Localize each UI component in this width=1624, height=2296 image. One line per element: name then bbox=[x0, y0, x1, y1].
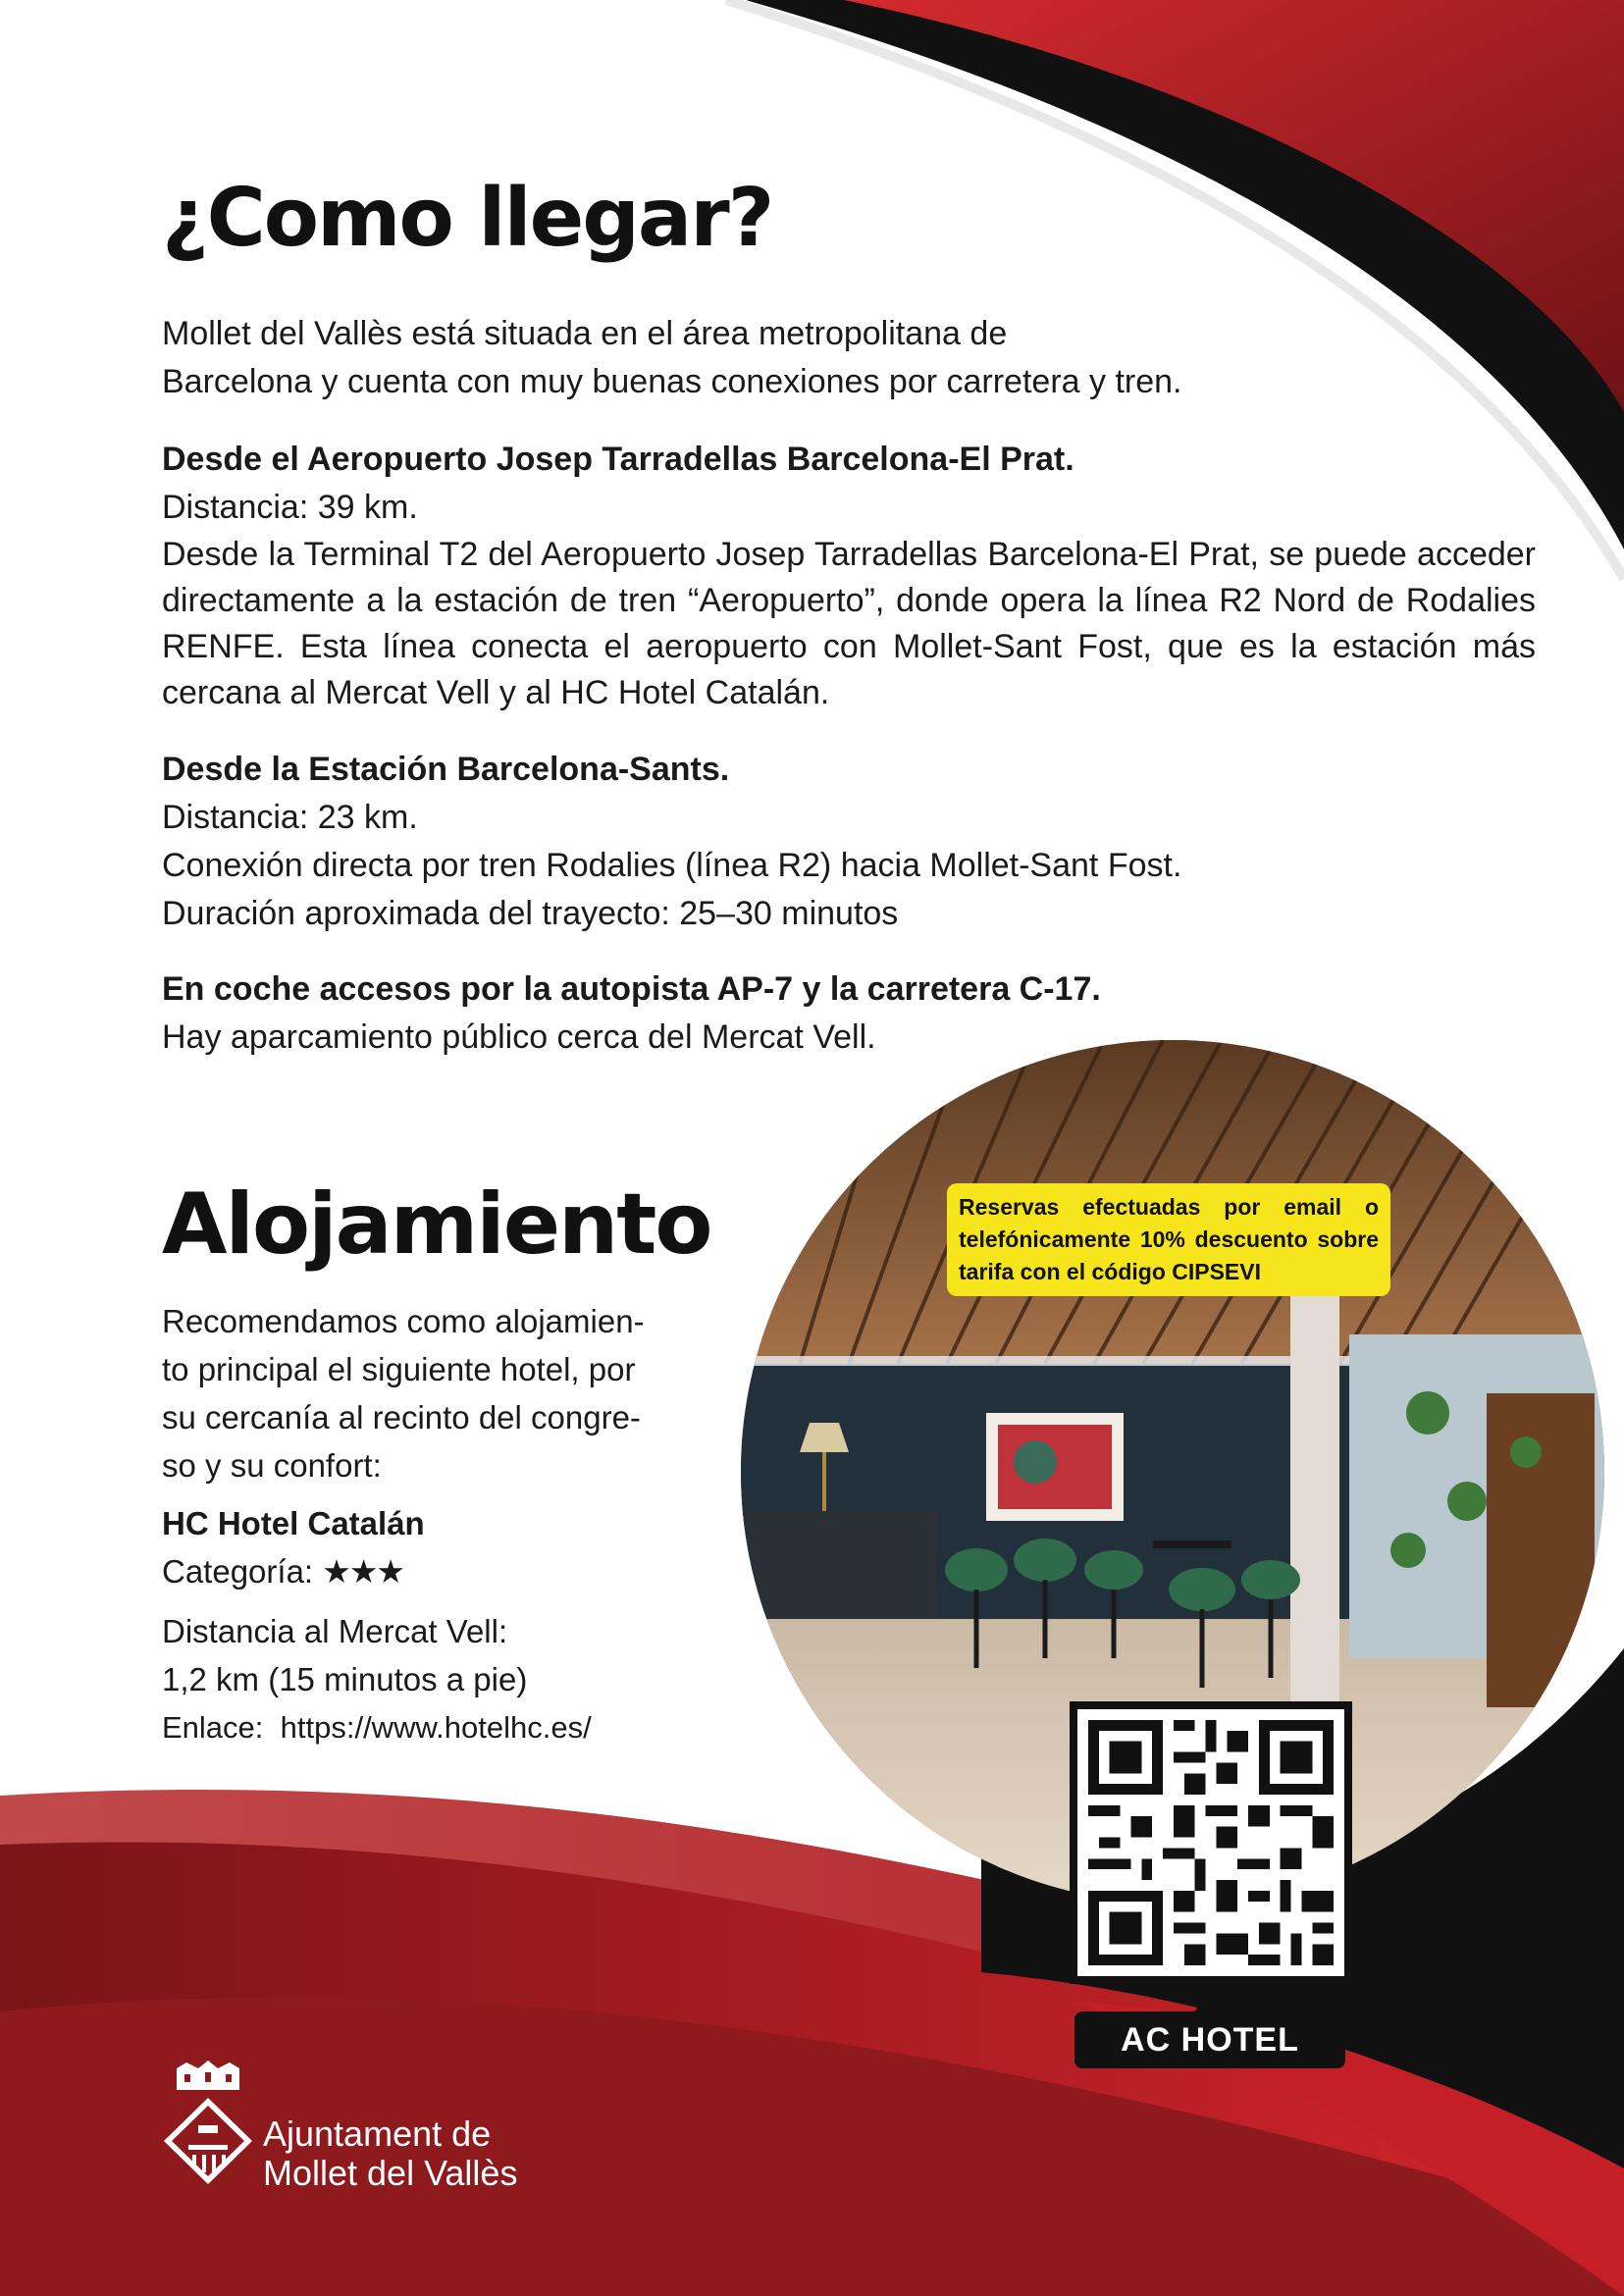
accommodation-intro-line-1: Recomendamos como alojamien- bbox=[162, 1303, 645, 1339]
intro-section bbox=[162, 310, 1536, 406]
sants-line-1: Conexión directa por tren Rodalies (línea R2) hacia Mollet-Sant Fost. bbox=[162, 847, 1182, 884]
ajuntament-crest-icon bbox=[159, 2061, 257, 2208]
qr-pointer-icon bbox=[1193, 1992, 1225, 2013]
hotel-link[interactable]: https://www.hotelhc.es/ bbox=[280, 1710, 592, 1745]
airport-section bbox=[162, 436, 1536, 716]
car-text: Hay aparcamiento público cerca del Mercat Vell. bbox=[162, 1018, 876, 1056]
link-label: Enlace: bbox=[162, 1710, 264, 1745]
airport-text: Desde la Terminal T2 del Aeropuerto Josep Tarradellas Barcelona-El Prat, se puede acceder directamente a la estación de tren “Aeropuerto”, donde opera la línea R2 Nord de Rodalies RENFE. Esta línea conecta el aeropuerto con Mollet-Sant Fost, que es la estación más cercana al Mercat Vell y al HC Hotel Catalán. bbox=[162, 536, 1536, 711]
hotel-link-row bbox=[162, 1703, 770, 1751]
hotel-category bbox=[162, 1547, 770, 1595]
category-label: Categoría: bbox=[162, 1553, 314, 1590]
accommodation-title: Alojamiento bbox=[162, 1175, 711, 1274]
distance-value: 1,2 km (15 minutos a pie) bbox=[162, 1661, 528, 1697]
star-rating-icon: ★★★ bbox=[322, 1552, 404, 1591]
accommodation-intro bbox=[162, 1297, 770, 1489]
airport-distance: Distancia: 39 km. bbox=[162, 489, 418, 526]
hotel-name: HC Hotel Catalán bbox=[162, 1505, 425, 1541]
intro-line-1: Mollet del Vallès está situada en el área metropolitana de bbox=[162, 315, 1008, 352]
car-heading: En coche accesos por la autopista AP-7 y la carretera C-17. bbox=[162, 970, 1101, 1008]
qr-label: AC HOTEL bbox=[1074, 2011, 1345, 2068]
hotel-info bbox=[162, 1499, 770, 1751]
logo-line-2: Mollet del Vallès bbox=[263, 2153, 518, 2193]
qr-code-icon[interactable] bbox=[1077, 1709, 1344, 1976]
sants-distance: Distancia: 23 km. bbox=[162, 799, 418, 836]
car-section bbox=[162, 965, 1536, 1062]
accommodation-intro-line-3: su cercanía al recinto del congre- bbox=[162, 1399, 641, 1435]
distance-label: Distancia al Mercat Vell: bbox=[162, 1613, 508, 1649]
sants-heading: Desde la Estación Barcelona-Sants. bbox=[162, 751, 730, 788]
discount-promo-badge: Reservas efectuadas por email o telefónicamente 10% descuento sobre tarifa con el código CIPSEVI bbox=[947, 1183, 1390, 1296]
airport-heading: Desde el Aeropuerto Josep Tarradellas Barcelona-El Prat. bbox=[162, 441, 1074, 478]
page-title: ¿Como llegar? bbox=[162, 172, 773, 265]
footer-logo-text bbox=[263, 2114, 517, 2193]
sants-section bbox=[162, 746, 1536, 938]
sants-line-2: Duración aproximada del trayecto: 25–30 minutos bbox=[162, 895, 899, 932]
accommodation-intro-line-2: to principal el siguiente hotel, por bbox=[162, 1351, 636, 1387]
intro-line-2: Barcelona y cuenta con muy buenas conexiones por carretera y tren. bbox=[162, 363, 1182, 400]
accommodation-intro-line-4: so y su confort: bbox=[162, 1447, 382, 1484]
logo-line-1: Ajuntament de bbox=[263, 2113, 492, 2154]
